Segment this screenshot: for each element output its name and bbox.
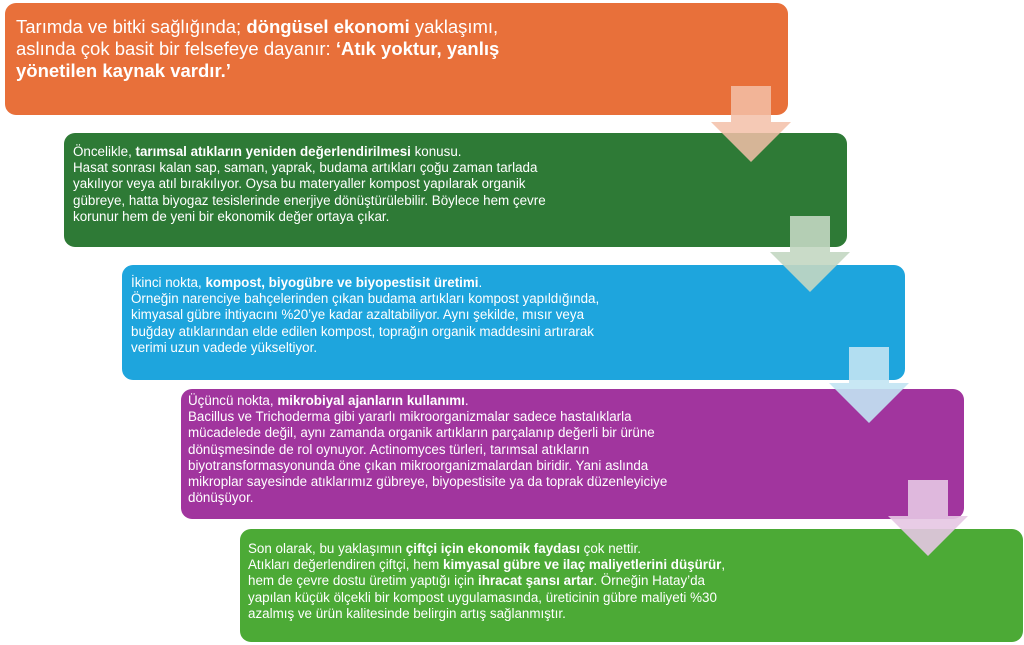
text-segment: verimi uzun vadede yükseltiyor. [131, 339, 318, 355]
step-1-line [16, 38, 788, 60]
step-5-line [248, 590, 1023, 606]
down-arrow-icon [711, 86, 791, 162]
text-segment: mikroplar sayesinde atıklarımız gübreye, biyopestisite ya da toprak düzenleyiciye [188, 474, 668, 490]
step-4-line [188, 458, 964, 474]
text-segment: . [464, 393, 469, 408]
step-4-line [188, 442, 964, 458]
text-segment: mücadelede değil, aynı zamanda organik artıkların parçalanıp değerli bir ürüne [188, 425, 655, 441]
step-3-line [131, 340, 905, 356]
step-4-line [188, 474, 964, 490]
step-1-box [5, 3, 788, 115]
bold-text: yönetilen kaynak vardır.’ [16, 60, 231, 81]
text-segment: çok nettir. [579, 541, 641, 556]
text-segment: buğday atıklarından elde edilen kompost, toprağın organik maddesini artırarak [131, 323, 594, 339]
step-5-line [248, 557, 1023, 573]
bold-text: kompost, biyogübre ve biyopestisit üretimi [205, 275, 479, 290]
down-arrow-icon [829, 347, 909, 423]
step-3-line [131, 324, 905, 340]
text-segment: Hasat sonrası kalan sap, saman, yaprak, budama artıkları çoğu zaman tarlada [73, 160, 538, 176]
text-segment: kimyasal gübre ihtiyacını %20’ye kadar azaltabiliyor. Aynı şekilde, mısır veya [131, 307, 585, 323]
bold-text: ihracat şansı artar [477, 573, 594, 589]
text-segment: Tarımda ve bitki sağlığında; [16, 16, 247, 37]
text-segment: . [478, 275, 483, 290]
text-segment: dönüşüyor. [188, 490, 254, 506]
step-1-line [16, 16, 788, 38]
step-2-line [73, 209, 847, 225]
text-segment: İkinci nokta, [131, 275, 206, 290]
text-segment: Örneğin narenciye bahçelerinden çıkan budama artıkları kompost yapıldığında, [131, 291, 600, 307]
text-segment: hem de çevre dostu üretim yaptığı için [248, 573, 478, 589]
text-segment: konusu. [410, 144, 462, 159]
bold-text: kimyasal gübre ve ilaç maliyetlerini düşürür [443, 557, 722, 573]
bold-text: tarımsal atıkların yeniden değerlendirilmesi [135, 144, 411, 159]
text-segment: azalmış ve ürün kalitesinde belirgin artış sağlanmıştır. [248, 605, 566, 621]
step-2-line [73, 193, 847, 209]
bold-text: çiftçi için ekonomik faydası [405, 541, 580, 556]
step-2-line [73, 176, 847, 192]
text-segment: . Örneğin Hatay’da [593, 573, 706, 589]
bold-text: ‘Atık yoktur, yanlış [335, 38, 500, 59]
text-segment: , [721, 557, 726, 573]
text-segment: Bacillus ve Trichoderma gibi yararlı mikroorganizmalar sadece hastalıklarla [188, 409, 632, 425]
text-segment: korunur hem de yeni bir ekonomik değer ortaya çıkar. [73, 208, 390, 224]
step-4-line [188, 490, 964, 506]
text-segment: dönüşmesinde de rol oynuyor. Actinomyces türleri, tarımsal atıkların [188, 441, 590, 457]
step-3-line [131, 307, 905, 323]
step-2-line [73, 160, 847, 176]
step-1-line [16, 60, 788, 82]
text-segment: yakılıyor veya atıl bırakılıyor. Oysa bu materyaller kompost yapılarak organik [73, 176, 526, 192]
text-segment: yaklaşımı, [409, 16, 499, 37]
text-segment: gübreye, hatta biyogaz tesislerinde enerjiye dönüştürülebilir. Böylece hem çevre [73, 192, 546, 208]
text-segment: aslında çok basit bir felsefeye dayanır: [16, 38, 336, 59]
down-arrow-icon [770, 216, 850, 292]
step-4-line [188, 425, 964, 441]
step-5-line [248, 573, 1023, 589]
text-segment: yapılan küçük ölçekli bir kompost uygulamasında, üreticinin gübre maliyeti %30 [248, 589, 717, 605]
step-3-line [131, 291, 905, 307]
down-arrow-icon [888, 480, 968, 556]
text-segment: Son olarak, bu yaklaşımın [248, 541, 406, 556]
text-segment: Üçüncü nokta, [188, 393, 278, 408]
text-segment: Öncelikle, [73, 144, 136, 159]
step-5-line [248, 606, 1023, 622]
text-segment: biyotransformasyonunda öne çıkan mikroorganizmalardan biridir. Yani aslında [188, 457, 649, 473]
bold-text: mikrobiyal ajanların kullanımı [277, 393, 465, 408]
text-segment: Atıkları değerlendiren çiftçi, hem [248, 557, 443, 573]
bold-text: döngüsel ekonomi [246, 16, 410, 37]
